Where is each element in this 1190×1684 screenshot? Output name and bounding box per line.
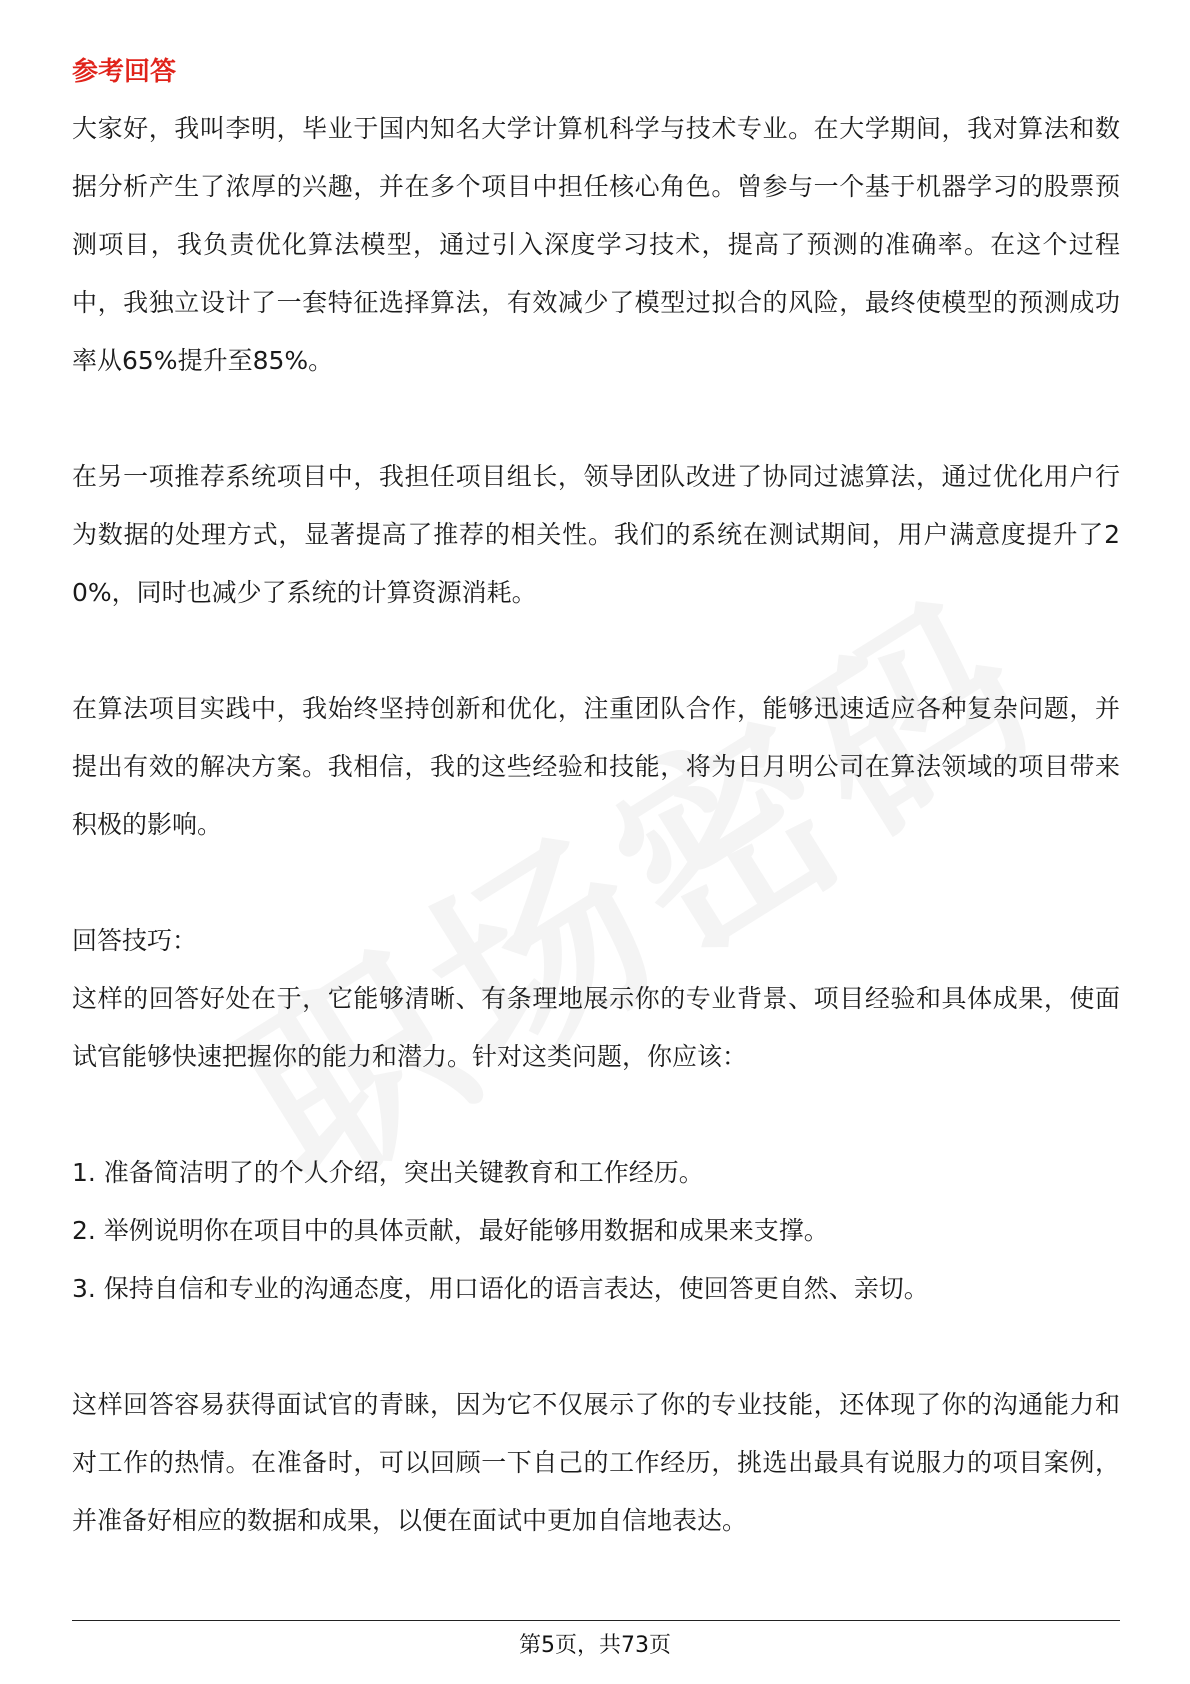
answer-paragraph-2: 在另一项推荐系统项目中，我担任项目组长，领导团队改进了协同过滤算法，通过优化用户行为数据的处理方式，显著提高了推荐的相关性。我们的系统在测试期间，用户满意度提升了20%，同时也减少了系统的计算资源消耗。 <box>72 462 1120 607</box>
paragraph-gap <box>72 854 1120 912</box>
paragraph-gap <box>72 390 1120 448</box>
tips-list-item: 2. 举例说明你在项目中的具体贡献，最好能够用数据和成果来支撑。 <box>72 1216 829 1245</box>
tips-heading: 回答技巧： <box>72 926 198 955</box>
answer-paragraph-1: 大家好，我叫李明，毕业于国内知名大学计算机科学与技术专业。在大学期间，我对算法和数据分析产生了浓厚的兴趣，并在多个项目中担任核心角色。曾参与一个基于机器学习的股票预测项目，我负责优化算法模型，通过引入深度学习技术，提高了预测的准确率。在这个过程中，我独立设计了一套特征选择算法，有效减少了模型过拟合的风险，最终使模型的预测成功率从65%提升至85%。 <box>72 114 1120 375</box>
paragraph-gap <box>72 622 1120 680</box>
tips-paragraph: 这样的回答好处在于，它能够清晰、有条理地展示你的专业背景、项目经验和具体成果，使面试官能够快速把握你的能力和潜力。针对这类问题，你应该： <box>72 984 1120 1071</box>
page-content <box>72 44 1120 1550</box>
tips-list-item: 1. 准备简洁明了的个人介绍，突出关键教育和工作经历。 <box>72 1158 704 1187</box>
footer-divider <box>72 1620 1120 1621</box>
section-title: 参考回答 <box>72 57 177 87</box>
page-number: 第5页，共73页 <box>519 1633 671 1658</box>
answer-paragraph-3: 在算法项目实践中，我始终坚持创新和优化，注重团队合作，能够迅速适应各种复杂问题，并提出有效的解决方案。我相信，我的这些经验和技能，将为日月明公司在算法领域的项目带来积极的影响。 <box>72 694 1120 839</box>
paragraph-gap <box>72 1318 1120 1376</box>
tips-list-item: 3. 保持自信和专业的沟通态度，用口语化的语言表达，使回答更自然、亲切。 <box>72 1274 929 1303</box>
paragraph-gap <box>72 1086 1120 1144</box>
closing-paragraph: 这样回答容易获得面试官的青睐，因为它不仅展示了你的专业技能，还体现了你的沟通能力和对工作的热情。在准备时，可以回顾一下自己的工作经历，挑选出最具有说服力的项目案例，并准备好相应的数据和成果，以便在面试中更加自信地表达。 <box>72 1390 1120 1535</box>
